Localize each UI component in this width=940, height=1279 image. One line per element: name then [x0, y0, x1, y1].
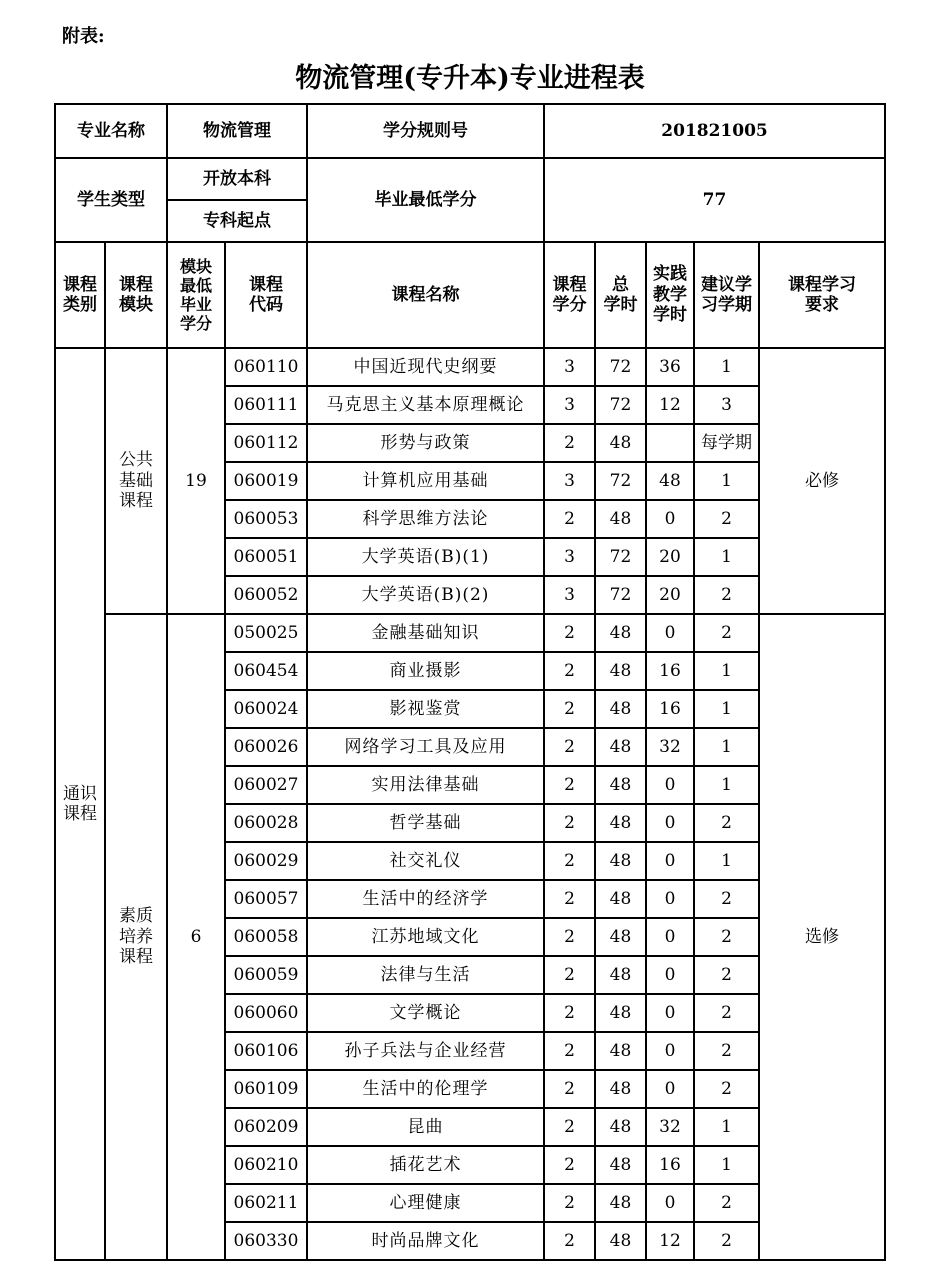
header-name: 课程名称	[307, 242, 544, 348]
course-name-cell: 实用法律基础	[307, 766, 544, 804]
course-code-cell: 060211	[225, 1184, 307, 1222]
course-name-cell: 时尚品牌文化	[307, 1222, 544, 1260]
course-credit-cell: 3	[544, 462, 595, 500]
course-term-cell: 2	[694, 1070, 759, 1108]
course-term-cell: 1	[694, 1146, 759, 1184]
course-hours-cell: 48	[595, 766, 646, 804]
header-code: 课程 代码	[225, 242, 307, 348]
min-credits-label: 毕业最低学分	[307, 158, 544, 242]
credit-rule-value: 201821005	[544, 104, 885, 158]
course-credit-cell: 2	[544, 1070, 595, 1108]
course-name-cell: 影视鉴赏	[307, 690, 544, 728]
course-code-cell: 060106	[225, 1032, 307, 1070]
course-credit-cell: 3	[544, 538, 595, 576]
course-code-cell: 060024	[225, 690, 307, 728]
requirement-cell: 选修	[759, 614, 885, 1260]
course-term-cell: 2	[694, 918, 759, 956]
course-name-cell: 金融基础知识	[307, 614, 544, 652]
course-credit-cell: 2	[544, 880, 595, 918]
course-hours-cell: 72	[595, 386, 646, 424]
course-practice-cell: 0	[646, 766, 694, 804]
module-cell: 素质 培养 课程	[105, 614, 167, 1260]
course-hours-cell: 48	[595, 956, 646, 994]
course-name-cell: 哲学基础	[307, 804, 544, 842]
course-credit-cell: 2	[544, 994, 595, 1032]
course-hours-cell: 48	[595, 842, 646, 880]
appendix-label: 附表:	[62, 26, 105, 47]
course-credit-cell: 2	[544, 1032, 595, 1070]
course-practice-cell: 0	[646, 842, 694, 880]
course-hours-cell: 48	[595, 880, 646, 918]
course-code-cell: 060110	[225, 348, 307, 386]
course-code-cell: 060060	[225, 994, 307, 1032]
course-practice-cell: 0	[646, 614, 694, 652]
course-credit-cell: 2	[544, 424, 595, 462]
course-code-cell: 060053	[225, 500, 307, 538]
course-practice-cell: 12	[646, 386, 694, 424]
course-code-cell: 060029	[225, 842, 307, 880]
course-row	[55, 614, 885, 652]
credit-rule-label: 学分规则号	[307, 104, 544, 158]
course-practice-cell: 20	[646, 538, 694, 576]
course-name-cell: 社交礼仪	[307, 842, 544, 880]
course-hours-cell: 48	[595, 804, 646, 842]
course-credit-cell: 3	[544, 386, 595, 424]
course-hours-cell: 48	[595, 424, 646, 462]
course-code-cell: 060058	[225, 918, 307, 956]
course-term-cell: 2	[694, 804, 759, 842]
course-term-cell: 3	[694, 386, 759, 424]
course-row	[55, 348, 885, 386]
course-practice-cell: 0	[646, 1184, 694, 1222]
course-name-cell: 大学英语(B)(2)	[307, 576, 544, 614]
min-credits-value: 77	[544, 158, 885, 242]
course-hours-cell: 48	[595, 1184, 646, 1222]
course-code-cell: 060111	[225, 386, 307, 424]
course-term-cell: 1	[694, 348, 759, 386]
course-code-cell: 060052	[225, 576, 307, 614]
course-hours-cell: 48	[595, 652, 646, 690]
course-name-cell: 文学概论	[307, 994, 544, 1032]
student-type-label: 学生类型	[55, 158, 167, 242]
course-credit-cell: 3	[544, 348, 595, 386]
course-credit-cell: 2	[544, 1222, 595, 1260]
course-practice-cell: 12	[646, 1222, 694, 1260]
header-category: 课程 类别	[55, 242, 105, 348]
major-info-row	[55, 104, 885, 158]
student-type-row	[55, 158, 885, 200]
course-name-cell: 科学思维方法论	[307, 500, 544, 538]
course-term-cell: 1	[694, 652, 759, 690]
course-code-cell: 060330	[225, 1222, 307, 1260]
course-term-cell: 1	[694, 1108, 759, 1146]
course-name-cell: 商业摄影	[307, 652, 544, 690]
course-practice-cell: 32	[646, 728, 694, 766]
course-hours-cell: 72	[595, 538, 646, 576]
course-practice-cell: 36	[646, 348, 694, 386]
course-term-cell: 2	[694, 500, 759, 538]
course-code-cell: 060019	[225, 462, 307, 500]
course-practice-cell: 16	[646, 652, 694, 690]
course-practice-cell: 0	[646, 804, 694, 842]
course-practice-cell: 0	[646, 880, 694, 918]
header-term: 建议学 习学期	[694, 242, 759, 348]
course-code-cell: 060112	[225, 424, 307, 462]
course-hours-cell: 48	[595, 614, 646, 652]
course-practice-cell: 0	[646, 918, 694, 956]
course-name-cell: 生活中的经济学	[307, 880, 544, 918]
course-code-cell: 060209	[225, 1108, 307, 1146]
course-term-cell: 2	[694, 994, 759, 1032]
course-name-cell: 大学英语(B)(1)	[307, 538, 544, 576]
course-credit-cell: 2	[544, 918, 595, 956]
student-type-2: 专科起点	[167, 200, 307, 242]
course-name-cell: 插花艺术	[307, 1146, 544, 1184]
course-credit-cell: 2	[544, 956, 595, 994]
course-code-cell: 060109	[225, 1070, 307, 1108]
course-credit-cell: 2	[544, 1108, 595, 1146]
course-term-cell: 1	[694, 842, 759, 880]
course-term-cell: 每学期	[694, 424, 759, 462]
course-hours-cell: 48	[595, 994, 646, 1032]
course-credit-cell: 2	[544, 842, 595, 880]
category-cell: 通识 课程	[55, 348, 105, 1260]
course-credit-cell: 2	[544, 652, 595, 690]
course-hours-cell: 48	[595, 500, 646, 538]
requirement-cell: 必修	[759, 348, 885, 614]
course-name-cell: 江苏地域文化	[307, 918, 544, 956]
course-term-cell: 1	[694, 690, 759, 728]
course-practice-cell: 20	[646, 576, 694, 614]
header-module-min: 模块 最低 毕业 学分	[167, 242, 225, 348]
course-term-cell: 1	[694, 538, 759, 576]
course-code-cell: 050025	[225, 614, 307, 652]
course-term-cell: 2	[694, 1032, 759, 1070]
header-module: 课程 模块	[105, 242, 167, 348]
module-min-credits-cell: 19	[167, 348, 225, 614]
course-term-cell: 2	[694, 956, 759, 994]
course-practice-cell: 0	[646, 500, 694, 538]
course-code-cell: 060028	[225, 804, 307, 842]
course-name-cell: 昆曲	[307, 1108, 544, 1146]
course-term-cell: 2	[694, 880, 759, 918]
course-hours-cell: 48	[595, 690, 646, 728]
course-code-cell: 060027	[225, 766, 307, 804]
course-practice-cell: 16	[646, 690, 694, 728]
course-name-cell: 孙子兵法与企业经营	[307, 1032, 544, 1070]
course-code-cell: 060026	[225, 728, 307, 766]
course-name-cell: 中国近现代史纲要	[307, 348, 544, 386]
course-hours-cell: 72	[595, 348, 646, 386]
course-credit-cell: 2	[544, 728, 595, 766]
header-credit: 课程 学分	[544, 242, 595, 348]
course-name-cell: 法律与生活	[307, 956, 544, 994]
course-credit-cell: 2	[544, 766, 595, 804]
course-term-cell: 2	[694, 1222, 759, 1260]
course-credit-cell: 2	[544, 690, 595, 728]
course-practice-cell: 0	[646, 1032, 694, 1070]
course-name-cell: 计算机应用基础	[307, 462, 544, 500]
course-code-cell: 060051	[225, 538, 307, 576]
course-hours-cell: 48	[595, 1070, 646, 1108]
course-code-cell: 060454	[225, 652, 307, 690]
student-type-1: 开放本科	[167, 158, 307, 200]
module-cell: 公共 基础 课程	[105, 348, 167, 614]
course-name-cell: 心理健康	[307, 1184, 544, 1222]
course-term-cell: 1	[694, 462, 759, 500]
course-credit-cell: 2	[544, 1146, 595, 1184]
header-hours: 总 学时	[595, 242, 646, 348]
course-code-cell: 060057	[225, 880, 307, 918]
course-practice-cell: 0	[646, 994, 694, 1032]
course-hours-cell: 48	[595, 1222, 646, 1260]
course-practice-cell: 0	[646, 1070, 694, 1108]
column-header-row	[55, 242, 885, 348]
course-hours-cell: 48	[595, 918, 646, 956]
major-name-value: 物流管理	[167, 104, 307, 158]
course-credit-cell: 2	[544, 804, 595, 842]
document-title: 物流管理(专升本)专业进程表	[295, 63, 645, 94]
course-practice-cell: 48	[646, 462, 694, 500]
module-min-credits-cell: 6	[167, 614, 225, 1260]
course-practice-cell: 32	[646, 1108, 694, 1146]
course-term-cell: 2	[694, 576, 759, 614]
course-hours-cell: 48	[595, 1108, 646, 1146]
header-requirement: 课程学习 要求	[759, 242, 885, 348]
course-name-cell: 形势与政策	[307, 424, 544, 462]
course-term-cell: 1	[694, 766, 759, 804]
header-practice: 实践 教学 学时	[646, 242, 694, 348]
course-practice-cell: 0	[646, 956, 694, 994]
course-practice-cell: 16	[646, 1146, 694, 1184]
course-credit-cell: 2	[544, 1184, 595, 1222]
course-name-cell: 网络学习工具及应用	[307, 728, 544, 766]
course-hours-cell: 72	[595, 462, 646, 500]
course-code-cell: 060059	[225, 956, 307, 994]
course-name-cell: 生活中的伦理学	[307, 1070, 544, 1108]
course-hours-cell: 48	[595, 1032, 646, 1070]
course-credit-cell: 2	[544, 500, 595, 538]
course-hours-cell: 72	[595, 576, 646, 614]
course-code-cell: 060210	[225, 1146, 307, 1184]
course-practice-cell	[646, 424, 694, 462]
course-term-cell: 2	[694, 1184, 759, 1222]
course-term-cell: 2	[694, 614, 759, 652]
major-name-label: 专业名称	[55, 104, 167, 158]
program-table	[54, 103, 886, 1261]
course-name-cell: 马克思主义基本原理概论	[307, 386, 544, 424]
course-credit-cell: 2	[544, 614, 595, 652]
course-credit-cell: 3	[544, 576, 595, 614]
course-hours-cell: 48	[595, 728, 646, 766]
course-hours-cell: 48	[595, 1146, 646, 1184]
course-term-cell: 1	[694, 728, 759, 766]
